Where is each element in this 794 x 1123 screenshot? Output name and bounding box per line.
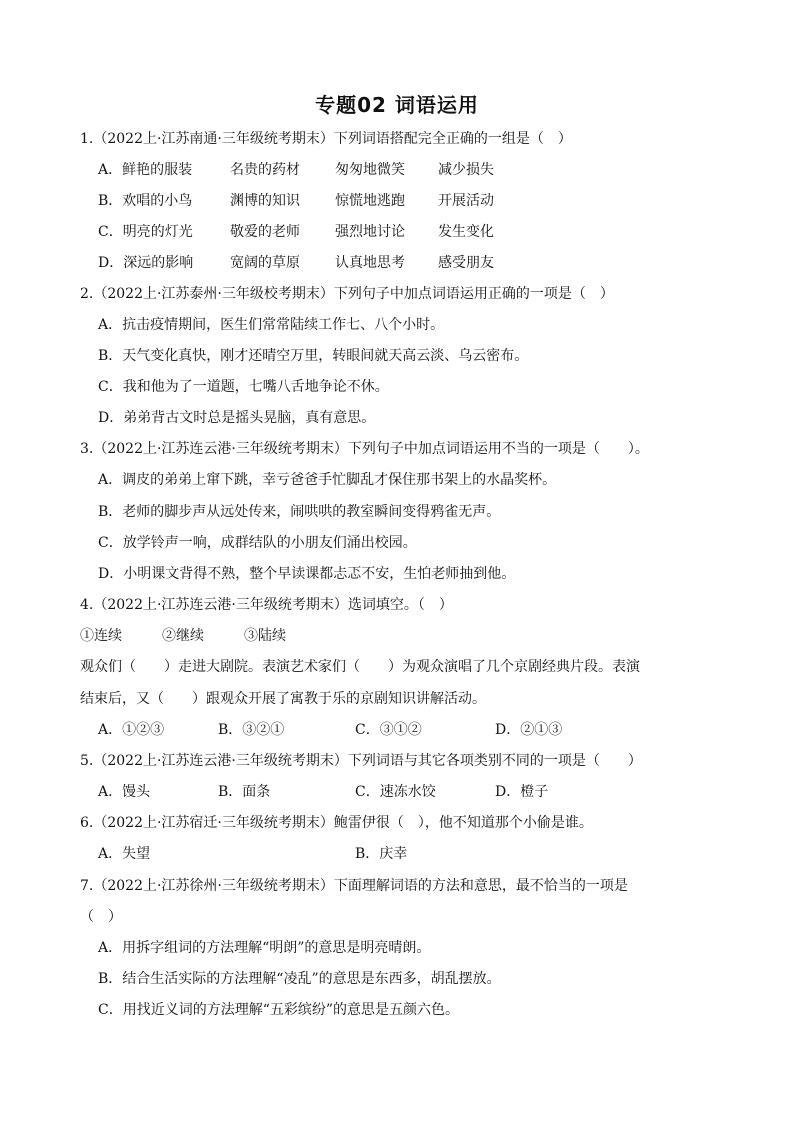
word-choice: ①连续 (80, 628, 122, 644)
option-cell: A．失望 (98, 846, 151, 862)
option-cell: 名贵的药材 (230, 162, 300, 178)
option-cell: B．③②① (218, 722, 285, 738)
question-6-stem: 6.（2022上·江苏宿迁·三年级统考期末）鲍雷伊很（ ），他不知道那个小偷是谁。 (80, 815, 593, 831)
option-cell: B．欢唱的小鸟 (98, 193, 193, 209)
question-5-option-row (98, 780, 758, 804)
option-cell: B．面条 (218, 784, 271, 800)
option-cell: 匆匆地微笑 (335, 162, 405, 178)
question-1-option-row (98, 189, 758, 213)
question-3-option: D．小明课文背得不熟，整个早读课都忐忑不安，生怕老师抽到他。 (98, 566, 516, 582)
question-4-passage: 观众们（ ）走进大剧院。表演艺术家们（ ）为观众演唱了几个京剧经典片段。表演 (80, 659, 640, 675)
option-cell: B．庆幸 (355, 846, 408, 862)
question-2-option: C．我和他为了一道题，七嘴八舌地争论不休。 (98, 379, 389, 395)
option-cell: 开展活动 (438, 193, 494, 209)
question-3-option: C．放学铃声一响，成群结队的小朋友们涌出校园。 (98, 535, 417, 551)
option-cell: D．橙子 (495, 784, 549, 800)
option-cell: A．馒头 (98, 784, 151, 800)
option-cell: 渊博的知识 (230, 193, 300, 209)
question-6-option-row (98, 842, 758, 866)
word-choice: ②继续 (162, 628, 204, 644)
question-2-option: A．抗击疫情期间，医生们常常陆续工作七、八个小时。 (98, 317, 445, 333)
option-cell: 宽阔的草原 (230, 255, 300, 271)
option-cell: 发生变化 (438, 224, 494, 240)
question-2-option: D．弟弟背古文时总是摇头晃脑，真有意思。 (98, 410, 376, 426)
question-7-option: C．用找近义词的方法理解“五彩缤纷”的意思是五颜六色。 (98, 1002, 460, 1018)
option-cell: A．鲜艳的服装 (98, 162, 193, 178)
page-title: 专题02 词语运用 (315, 93, 479, 117)
question-1-stem: 1.（2022上·江苏南通·三年级统考期末）下列词语搭配完全正确的一组是（ ） (80, 131, 572, 147)
option-cell: 惊慌地逃跑 (335, 193, 405, 209)
option-cell: C．速冻水饺 (355, 784, 436, 800)
option-cell: 强烈地讨论 (335, 224, 405, 240)
option-cell: 减少损失 (438, 162, 494, 178)
question-4-passage: 结束后，又（ ）跟观众开展了寓教于乐的京剧知识讲解活动。 (80, 691, 486, 707)
question-1-option-row (98, 251, 758, 275)
question-7-stem: 7.（2022上·江苏徐州·三年级统考期末）下面理解词语的方法和意思，最不恰当的一项是 (80, 878, 628, 894)
question-2-stem: 2.（2022上·江苏泰州·三年级校考期末）下列句子中加点词语运用正确的一项是（ ） (80, 286, 614, 302)
question-5-stem: 5.（2022上·江苏连云港·三年级统考期末）下列词语与其它各项类别不同的一项是（ ） (80, 753, 642, 769)
option-cell: 敬爱的老师 (230, 224, 300, 240)
question-4-word-bank (80, 624, 740, 648)
option-cell: 认真地思考 (335, 255, 405, 271)
option-cell: D．②①③ (495, 722, 563, 738)
question-7-stem: （ ） (80, 909, 122, 925)
question-3-option: B．老师的脚步声从远处传来，闹哄哄的教室瞬间变得鸦雀无声。 (98, 504, 501, 520)
option-cell: C．③①② (355, 722, 422, 738)
question-3-option: A．调皮的弟弟上窜下跳，幸亏爸爸手忙脚乱才保住那书架上的水晶奖杯。 (98, 472, 557, 488)
word-choice: ③陆续 (244, 628, 286, 644)
question-2-option: B．天气变化真快，刚才还晴空万里，转眼间就天高云淡、乌云密布。 (98, 348, 529, 364)
question-4-option-row (98, 718, 758, 742)
option-cell: A．①②③ (98, 722, 165, 738)
question-7-option: B．结合生活实际的方法理解“凌乱”的意思是东西多，胡乱摆放。 (98, 971, 501, 987)
question-4-stem: 4.（2022上·江苏连云港·三年级统考期末）选词填空。（ ） (80, 597, 453, 613)
option-cell: 感受朋友 (438, 255, 494, 271)
question-3-stem: 3.（2022上·江苏连云港·三年级统考期末）下列句子中加点词语运用不当的一项是（ ）。 (80, 441, 649, 457)
question-7-option: A．用拆字组词的方法理解“明朗”的意思是明亮晴朗。 (98, 940, 431, 956)
question-1-option-row (98, 158, 758, 182)
option-cell: D．深远的影响 (98, 255, 194, 271)
option-cell: C．明亮的灯光 (98, 224, 193, 240)
question-1-option-row (98, 220, 758, 244)
